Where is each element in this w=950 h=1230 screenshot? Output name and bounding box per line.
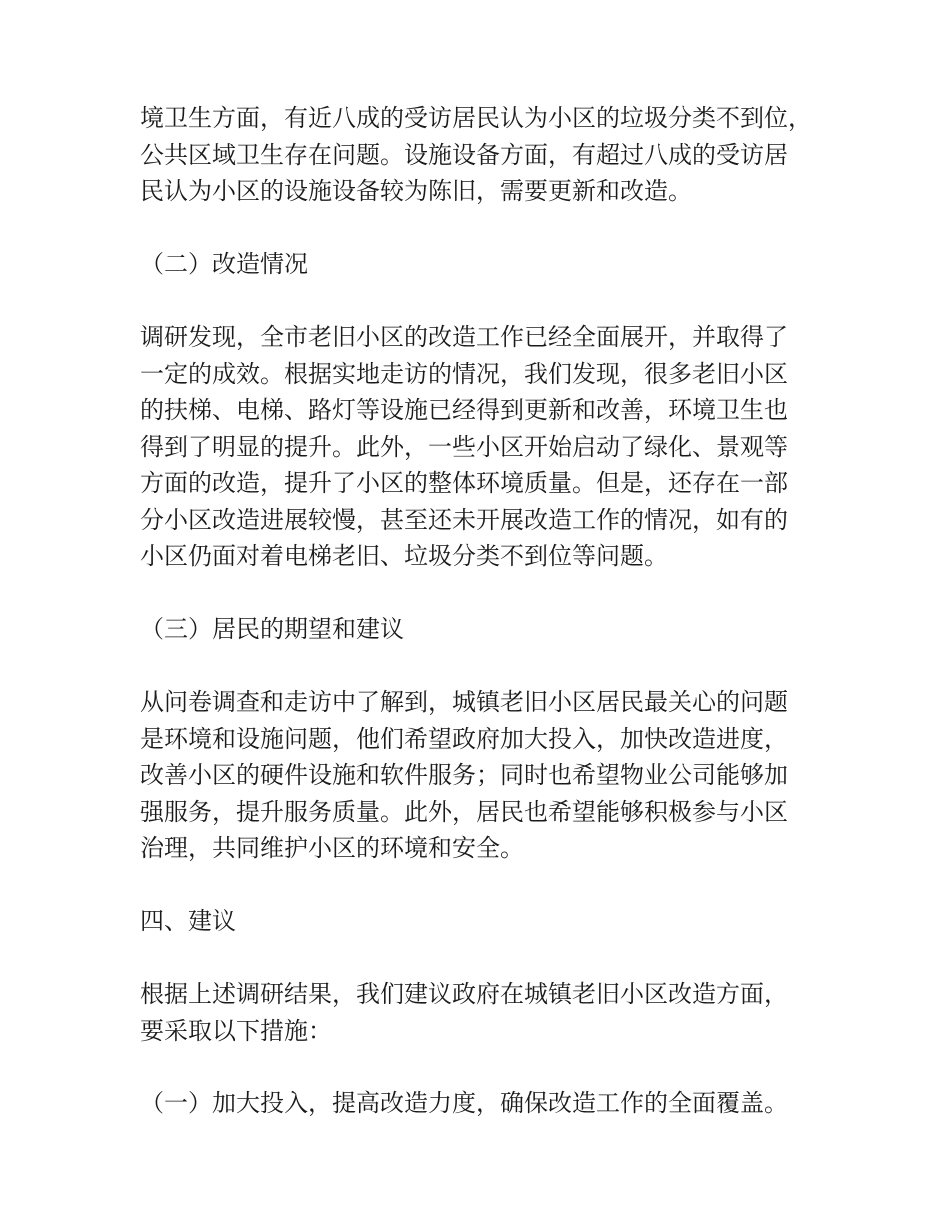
document-page <box>140 100 840 1122</box>
paragraph-environment-facilities: 境卫生方面，有近八成的受访居民认为小区的垃圾分类不到位， 公共区域卫生存在问题。设施设备方面，有超过八成的受访居 民认为小区的设施设备较为陈旧，需要更新和改造。 <box>140 104 812 205</box>
paragraph-recommendations-intro: 根据上述调研结果，我们建议政府在城镇老旧小区改造方面， 要采取以下措施： <box>140 980 788 1045</box>
heading-renovation-status: （二）改造情况 <box>140 249 308 278</box>
heading-recommendations: 四、建议 <box>140 906 236 935</box>
heading-recommendation-1: （一）加大投入，提高改造力度，确保改造工作的全面覆盖。 <box>140 1089 788 1117</box>
heading-resident-expectations: （三）居民的期望和建议 <box>140 614 404 643</box>
paragraph-renovation-status: 调研发现，全市老旧小区的改造工作已经全面展开，并取得了 一定的成效。根据实地走访的情况，我们发现，很多老旧小区 的扶梯、电梯、路灯等设施已经得到更新和改善，环境卫生也 得到了明显的提升。此外，一些小区开始启动了绿化、景观等 方面的改造，提升了小区的整体环境质量。但是，还存在一部 分小区改造进展较慢，甚至还未开展改造工作的情况，如有的 小区仍面对着电梯老旧、垃圾分类不到位等问题。 <box>140 323 788 570</box>
paragraph-resident-expectations: 从问卷调查和走访中了解到，城镇老旧小区居民最关心的问题 是环境和设施问题，他们希望政府加大投入，加快改造进度， 改善小区的硬件设施和软件服务；同时也希望物业公司能够加 强服务，提升服务质量。此外，居民也希望能够积极参与小区 治理，共同维护小区的环境和安全。 <box>140 688 788 862</box>
